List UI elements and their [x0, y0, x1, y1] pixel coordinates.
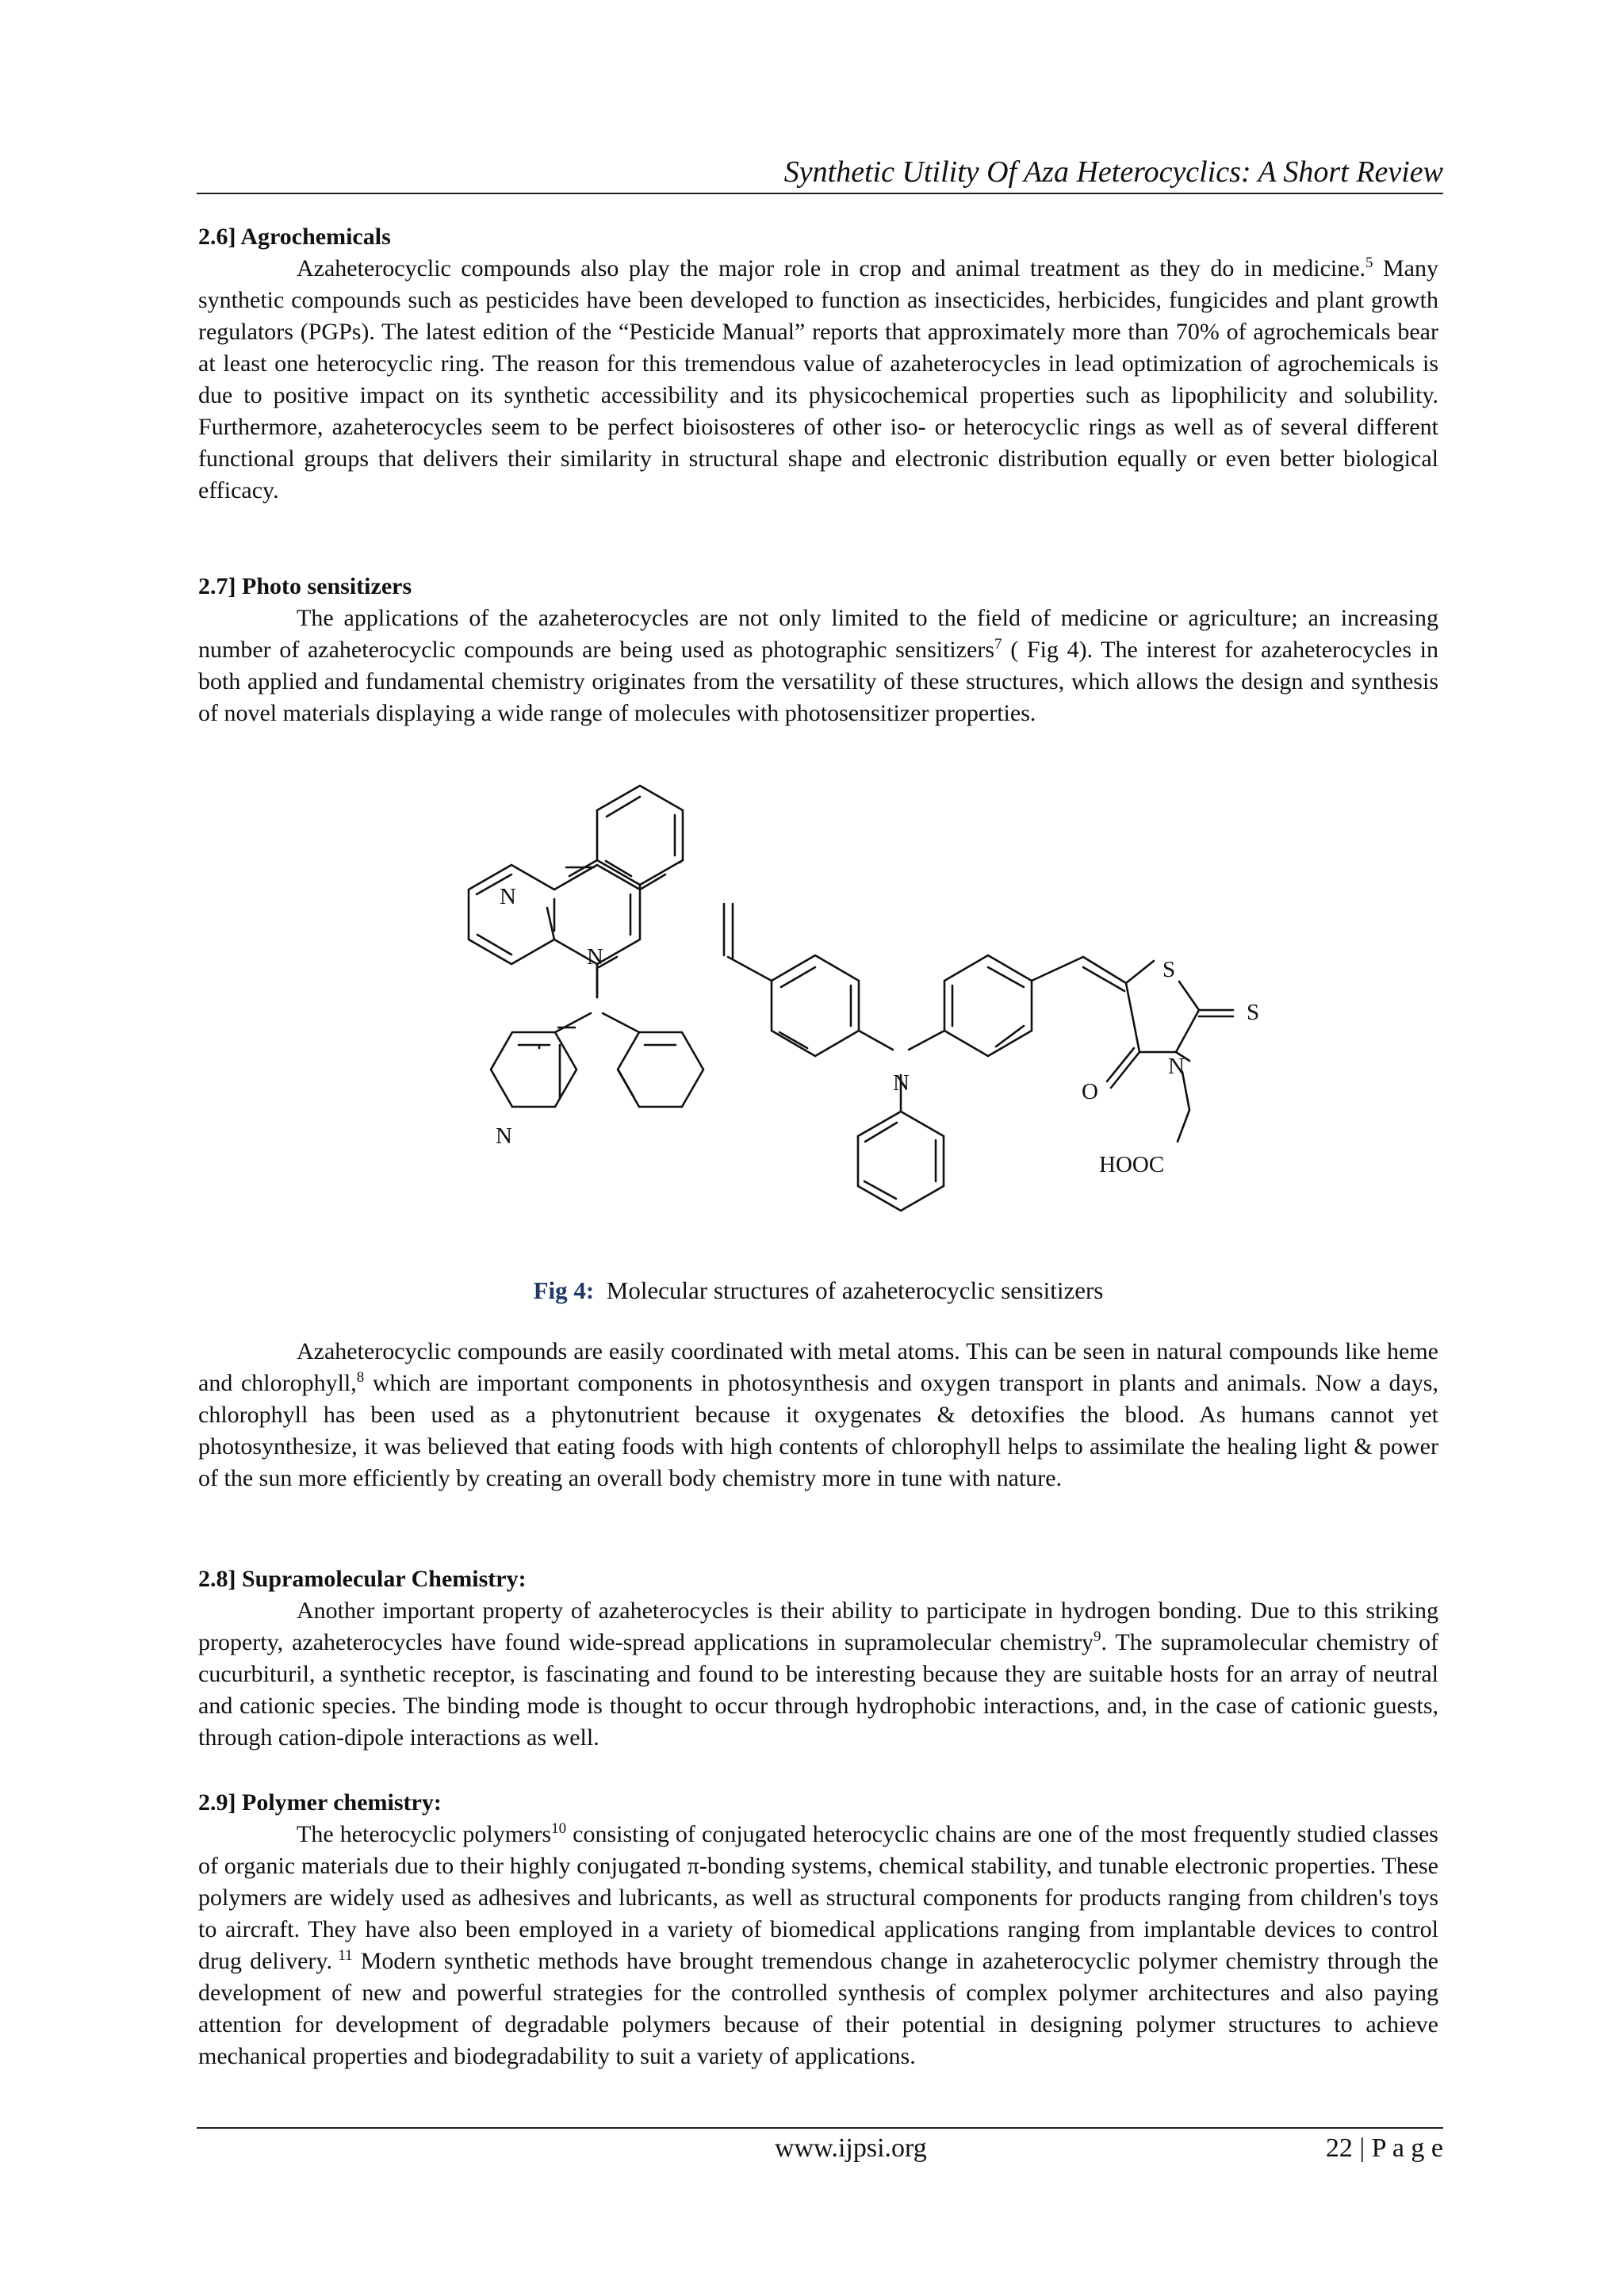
- section-agrochemicals: [198, 221, 1438, 507]
- paragraph: Another important property of azaheterocycles is their ability to participate in hydrogen bonding. Due to this striking property, azaheterocycles have found wide-spread applications in supramolecular chemistry$^9$. The supramolecular chemistry of cucurbituril, a synthetic receptor, is fascinating and found to be interesting because they are suitable hosts for an array of neutral and cationic species. The binding mode is thought to occur through hydrophobic interactions, and, in the case of cationic guests, through cation-dipole interactions as well.: [198, 1598, 1438, 1751]
- section-polymer-chemistry: [198, 1787, 1438, 2072]
- running-title: Synthetic Utility Of Aza Heterocyclics: A Short Review: [783, 155, 1443, 189]
- atom-label: N: [587, 944, 603, 970]
- atom-label: S: [1247, 1000, 1260, 1025]
- section-photo-sensitizers: [198, 571, 1438, 729]
- atom-label: S: [1162, 957, 1176, 982]
- citation: 7: [994, 636, 1002, 652]
- figure-molecular-structures: [349, 767, 1285, 1259]
- citation: 9: [1094, 1628, 1101, 1645]
- section-heading: 2.9] Polymer chemistry:: [198, 1789, 442, 1816]
- paragraph: Azaheterocyclic compounds are easily coordinated with metal atoms. This can be seen in natural compounds like heme and chlorophyll,$^8$ which are important components in photosynthesis and oxygen transport in plants and animals. Now a days, chlorophyll has been used as a phytonutrient because it oxygenates & detoxifies the blood. As humans cannot yet photosynthesize, it was believed that eating foods with high contents of chlorophyll helps to assimilate the healing light & power of the sun more efficiently by creating an overall body chemistry more in tune with nature.: [198, 1338, 1438, 1491]
- atom-label: N: [893, 1070, 910, 1096]
- atom-label: N: [500, 884, 516, 909]
- header-rule: [197, 193, 1443, 194]
- atom-label: N: [1168, 1054, 1185, 1079]
- page-number: 22 | P a g e: [1325, 2133, 1443, 2163]
- paragraph: The applications of the azaheterocycles are not only limited to the field of medicine or agriculture; an increasing number of azaheterocyclic compounds are being used as photographic sensitizers$^7$ ( Fig 4). The interest for azaheterocycles in both applied and fundamental chemistry originates from the versatility of these structures, which allows the design and synthesis of novel materials displaying a wide range of molecules with photosensitizer properties.: [198, 605, 1439, 726]
- atom-label: N: [496, 1123, 512, 1149]
- citation: 10: [551, 1820, 567, 1837]
- paragraph: The heterocyclic polymers$^{10}$ consisting of conjugated heterocyclic chains are one of the most frequently studied classes of organic materials due to their highly conjugated π-bonding systems, chemical stability, and tunable electronic properties. These polymers are widely used as adhesives and lubricants, as well as structural components for products ranging from children's toys to aircraft. They have also been employed in a variety of biomedical applications ranging from implantable devices to control drug delivery. $^{11}$ Modern synthetic methods have brought tremendous change in azaheterocyclic polymer chemistry through the development of new and powerful strategies for the controlled synthesis of complex polymer architectures and also paying attention for development of degradable polymers because of their potential in designing polymer structures to achieve mechanical properties and biodegradability to suit a variety of applications.: [198, 1820, 1438, 2069]
- atom-label: O: [1082, 1079, 1098, 1104]
- citation: 5: [1365, 254, 1373, 271]
- paragraph: Azaheterocyclic compounds also play the major role in crop and animal treatment as they do in medicine.$^5$ Many synthetic compounds such as pesticides have been developed to function as insecticides, herbicides, fungicides and plant growth regulators (PGPs). The latest edition of the “Pesticide Manual” reports that approximately more than 70% of agrochemicals bear at least one heterocyclic ring. The reason for this tremendous value of azaheterocycles in lead optimization of agrochemicals is due to positive impact on its synthetic accessibility and its physicochemical properties such as lipophilicity and solubility. Furthermore, azaheterocycles seem to be perfect bioisosteres of other iso- or heterocyclic rings as well as of several different functional groups that delivers their similarity in structural shape and electronic distribution equally or even better biological efficacy.: [198, 254, 1438, 503]
- section-photo-sensitizers-continued: [198, 1336, 1438, 1494]
- section-supramolecular-chemistry: [198, 1563, 1438, 1754]
- section-heading: 2.6] Agrochemicals: [198, 224, 391, 250]
- figure-caption: [198, 1275, 1438, 1307]
- figure-caption-text: Molecular structures of azaheterocyclic sensitizers: [606, 1276, 1104, 1304]
- atom-label: HOOC: [1099, 1152, 1165, 1177]
- figure-label: Fig 4:: [533, 1276, 595, 1304]
- footer-rule: [197, 2127, 1443, 2129]
- section-heading: 2.7] Photo sensitizers: [198, 573, 412, 599]
- citation: 11: [331, 1947, 353, 1964]
- citation: 8: [356, 1369, 365, 1386]
- molecule-benzophenazine: [469, 786, 703, 1107]
- section-heading: 2.8] Supramolecular Chemistry:: [198, 1566, 527, 1592]
- footer-website: www.ijpsi.org: [775, 2133, 927, 2163]
